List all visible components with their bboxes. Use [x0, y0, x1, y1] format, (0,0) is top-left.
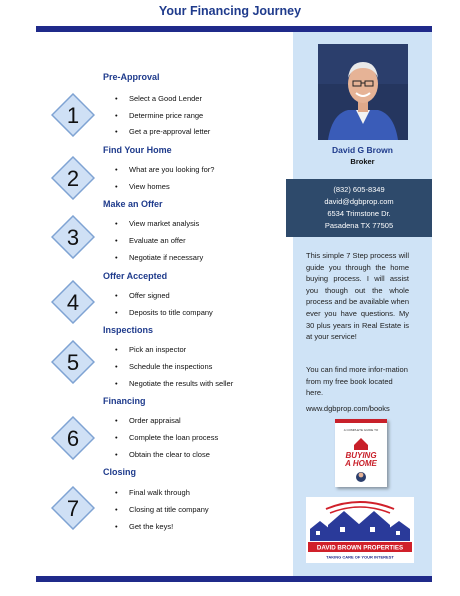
agent-photo: [318, 44, 408, 140]
step-5-number-icon: [51, 340, 95, 384]
step-2-number-icon: [51, 156, 95, 200]
book-top-text: A COMPLETE GUIDE TO: [343, 428, 379, 432]
svg-text:2: 2: [66, 166, 80, 191]
book-cover-image[interactable]: [335, 419, 387, 487]
book-title-line1: BUYING: [345, 451, 377, 460]
step-3-number-icon: [51, 215, 95, 259]
book-title-line2: A HOME: [345, 459, 377, 468]
svg-text:5: 5: [66, 350, 80, 375]
svg-text:6: 6: [66, 426, 80, 451]
step-4-heading: Offer Accepted: [103, 271, 168, 281]
page-title: Your Financing Journey: [158, 4, 302, 18]
agent-phone[interactable]: (832) 605-8349: [333, 185, 385, 194]
step-4-number-icon: [51, 280, 95, 324]
book-note: You can find more infor-mation from my free book located here.: [306, 365, 408, 398]
intro-paragraph: This simple 7 Step process will guide you through the home buying process. I will assist you though out the whole process and be available when ever you have questions. My 30 plus years in Real Estate is at your service!: [306, 251, 409, 342]
step-7-heading: Closing: [103, 467, 136, 477]
agent-email[interactable]: david@dgbprop.com: [324, 197, 394, 206]
book-url-link[interactable]: www.dgbprop.com/books: [306, 404, 390, 413]
step-6-heading: Financing: [103, 396, 146, 406]
step-3-heading: Make an Offer: [103, 199, 163, 209]
step-6-number-icon: [51, 416, 95, 460]
company-logo: [306, 497, 414, 563]
step-2-heading: Find Your Home: [103, 145, 172, 155]
logo-tagline: TAKING CARE OF YOUR INTEREST: [326, 554, 394, 560]
agent-address-line2: Pasadena TX 77505: [324, 221, 394, 230]
agent-address-line1: 6534 Trimstone Dr.: [327, 209, 391, 218]
svg-text:1: 1: [66, 103, 80, 128]
agent-title: Broker: [350, 157, 375, 166]
step-1-number-icon: [51, 93, 95, 137]
step-1-heading: Pre-Approval: [103, 72, 160, 82]
contact-box: [286, 179, 432, 237]
step-7-number-icon: [51, 486, 95, 530]
step-5-heading: Inspections: [103, 325, 154, 335]
bottom-divider-bar: [36, 576, 432, 582]
svg-text:3: 3: [66, 225, 80, 250]
agent-name: David G Brown: [332, 145, 393, 155]
svg-text:7: 7: [66, 496, 80, 521]
logo-company-name: DAVID BROWN PROPERTIES: [316, 544, 404, 552]
svg-text:4: 4: [66, 290, 80, 315]
